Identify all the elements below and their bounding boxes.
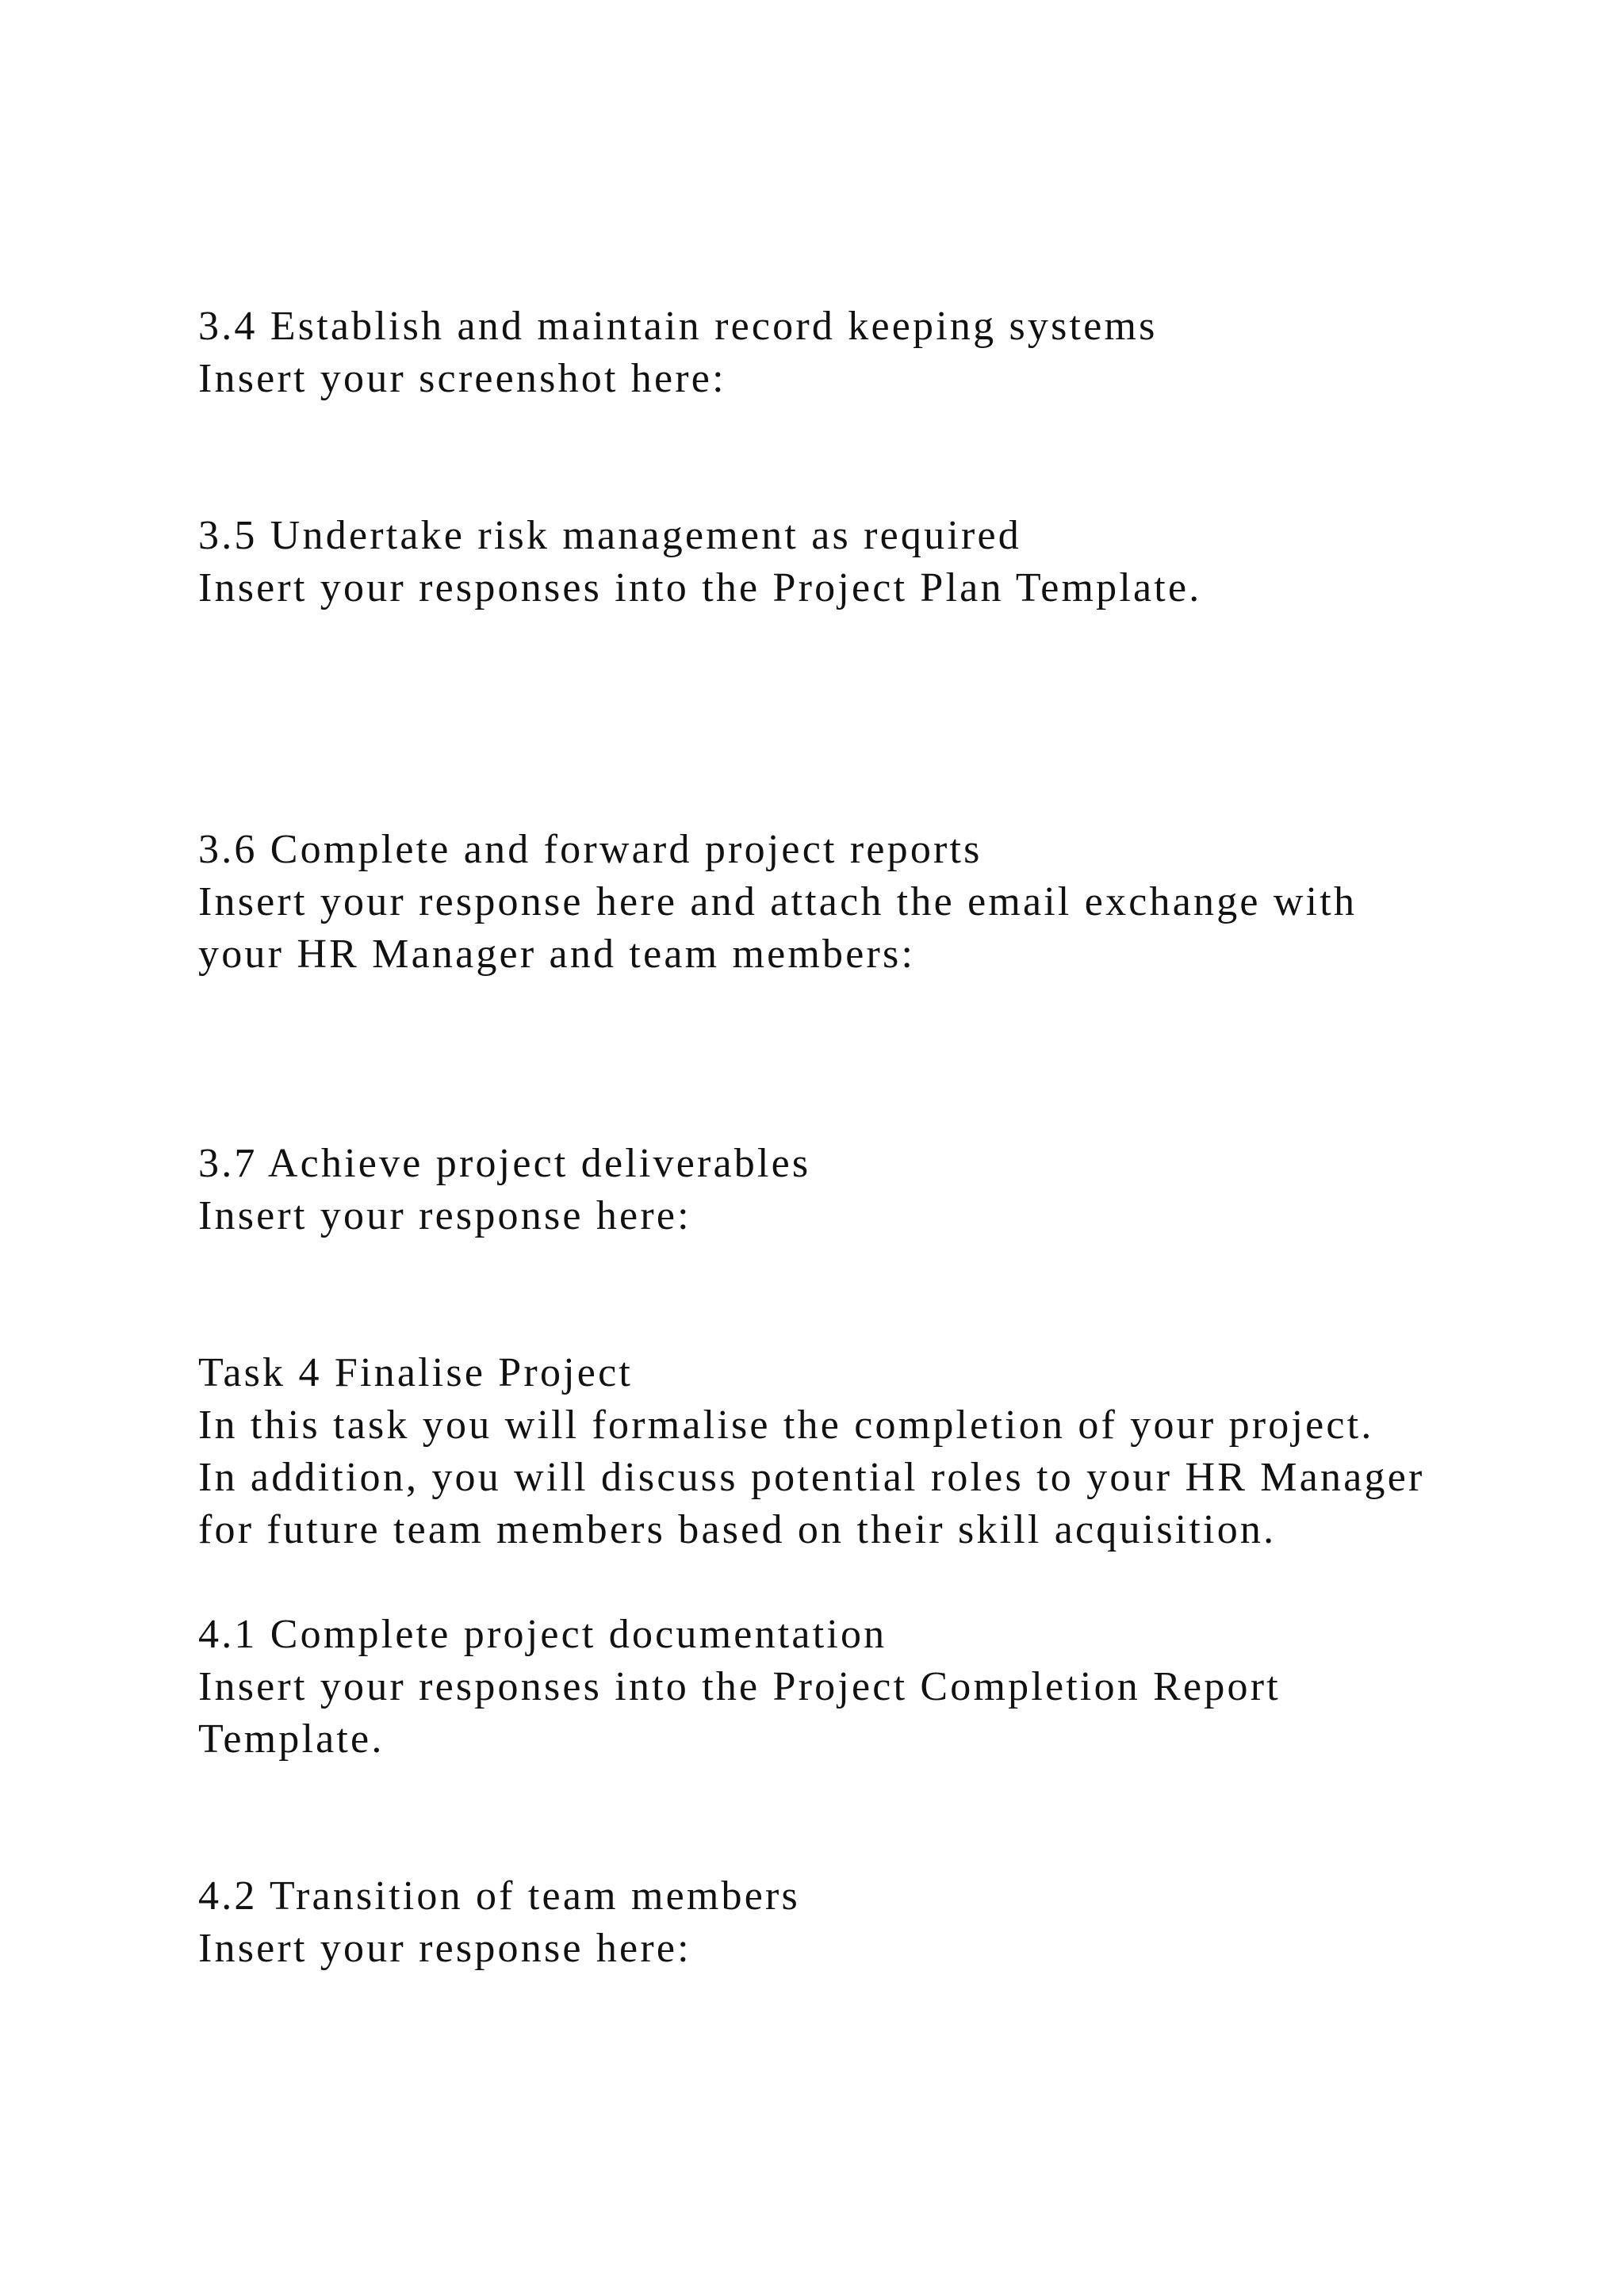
section-3-6-instruction-line-1: Insert your response here and attach the email exchange with — [198, 879, 1358, 924]
section-4-2-instruction: Insert your response here: — [198, 1926, 691, 1971]
task-4-intro-line-1: In this task you will formalise the completion of your project. — [198, 1402, 1374, 1448]
section-4-1-instruction-line-2: Template. — [198, 1716, 385, 1762]
section-3-7-heading: 3.7 Achieve project deliverables — [198, 1141, 811, 1186]
section-3-5-instruction: Insert your responses into the Project Plan Template. — [198, 565, 1202, 610]
section-3-7-instruction: Insert your response here: — [198, 1193, 691, 1238]
task-4-heading: Task 4 Finalise Project — [198, 1350, 633, 1395]
section-3-4-heading: 3.4 Establish and maintain record keeping systems — [198, 304, 1158, 349]
section-4-1-instruction-line-1: Insert your responses into the Project Completion Report — [198, 1664, 1281, 1709]
section-3-4-instruction: Insert your screenshot here: — [198, 356, 726, 401]
task-4-intro-line-2: In addition, you will discuss potential roles to your HR Manager — [198, 1455, 1425, 1500]
section-4-2-heading: 4.2 Transition of team members — [198, 1873, 800, 1919]
section-3-5-heading: 3.5 Undertake risk management as required — [198, 513, 1021, 558]
section-3-6-instruction-line-2: your HR Manager and team members: — [198, 932, 916, 977]
section-4-1-heading: 4.1 Complete project documentation — [198, 1612, 887, 1657]
section-3-6-heading: 3.6 Complete and forward project reports — [198, 827, 982, 872]
task-4-intro-line-3: for future team members based on their skill acquisition. — [198, 1507, 1277, 1552]
